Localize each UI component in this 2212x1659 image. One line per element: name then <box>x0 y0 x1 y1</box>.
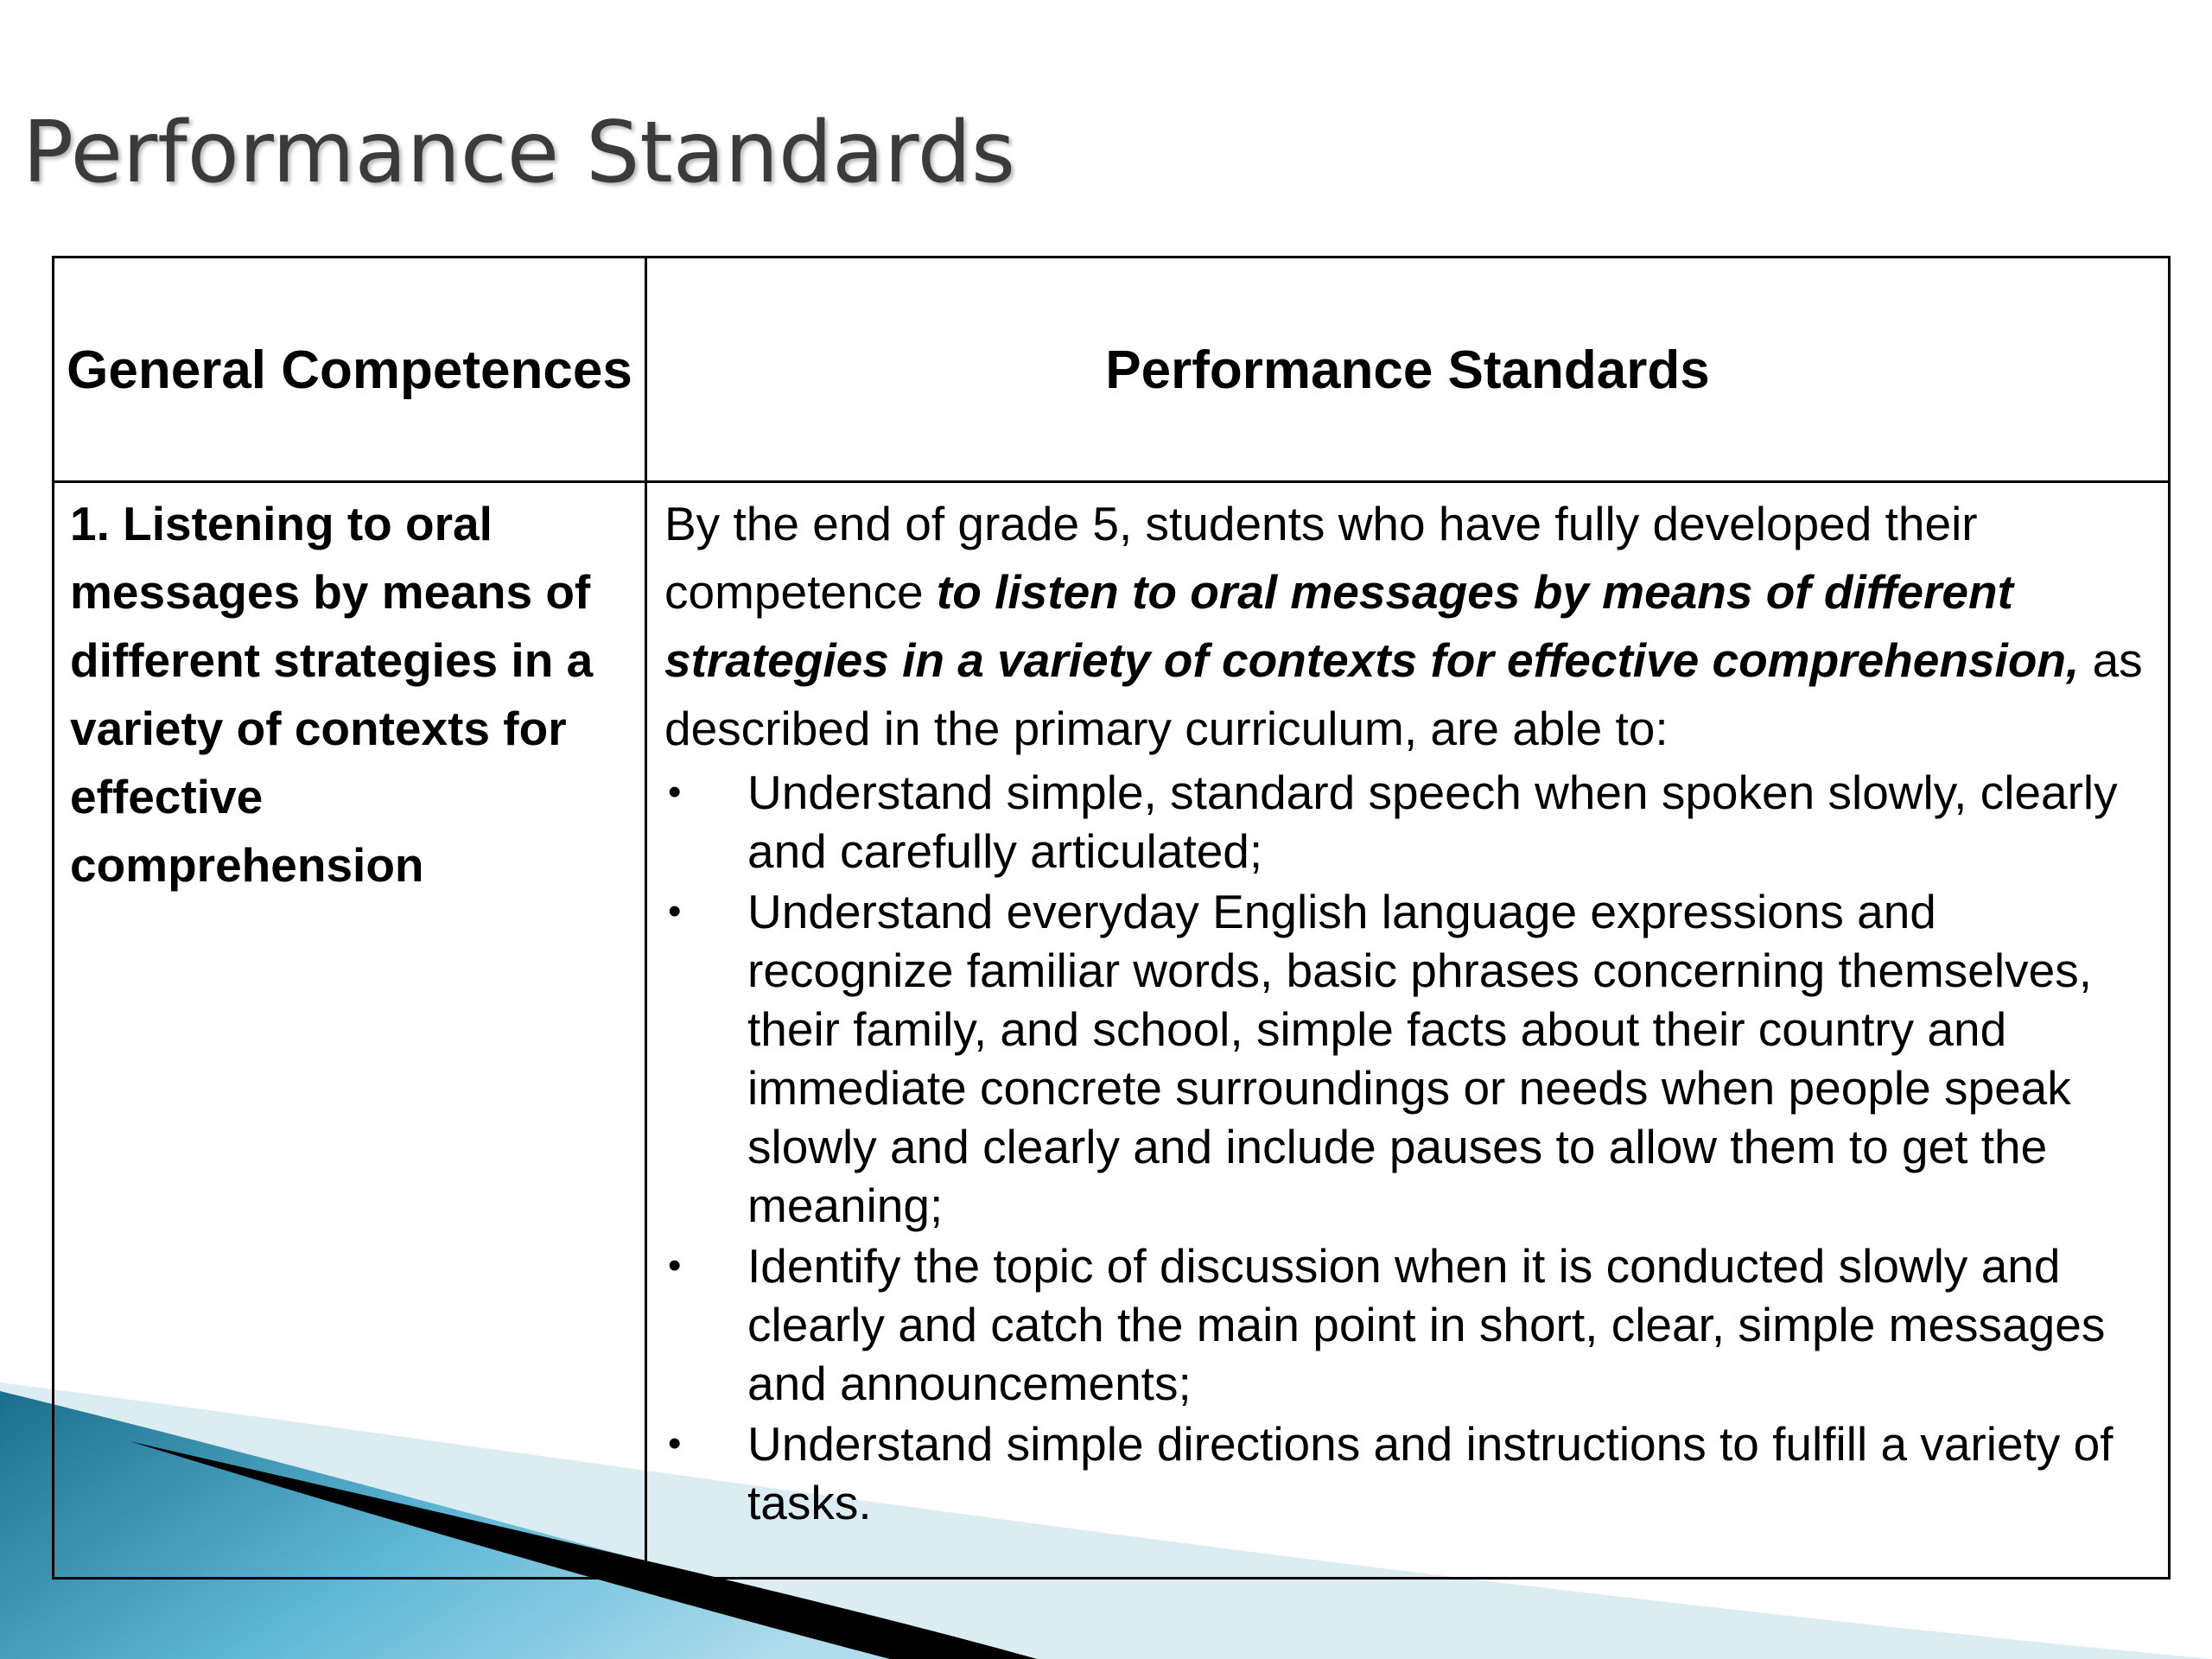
header-general-competences: General Competences <box>54 257 646 482</box>
list-item-text: Identify the topic of discussion when it is conducted slowly and clearly and catch the main point in short, clear, simple messages and announcements; <box>747 1239 2106 1410</box>
standards-list <box>664 763 2151 1532</box>
performance-standards-table <box>52 256 2171 1580</box>
list-item <box>664 1414 2151 1532</box>
table-header-row <box>54 257 2170 482</box>
list-item-text: Understand simple, standard speech when spoken slowly, clearly and carefully articulated; <box>747 766 2118 878</box>
intro-paragraph <box>664 490 2151 763</box>
bullet-icon: • <box>668 890 682 932</box>
list-item-text: Understand everyday English language expressions and recognize familiar words, basic phrases concerning themselves, their family, and school, simple facts about their country and immediate concrete surroundings or needs when people speak slowly and clearly and include pauses to allow them to get the meaning; <box>747 885 2092 1232</box>
bullet-icon: • <box>668 1422 682 1465</box>
header-performance-standards: Performance Standards <box>646 257 2170 482</box>
bullet-icon: • <box>668 771 682 813</box>
page-title: Performance Standards <box>22 104 1016 202</box>
intro-text-start: By the end of grade 5, students who have fully developed their competence <box>664 497 1978 619</box>
list-item <box>664 763 2151 880</box>
table-row <box>54 482 2170 1579</box>
standards-cell <box>646 482 2170 1579</box>
list-item <box>664 1236 2151 1413</box>
intro-text-end: as described in the primary curriculum, are able to: <box>664 633 2143 755</box>
bullet-icon: • <box>668 1244 682 1287</box>
list-item <box>664 882 2151 1235</box>
list-item-text: Understand simple directions and instructions to fulfill a variety of tasks. <box>747 1417 2113 1529</box>
competence-cell: 1. Listening to oral messages by means of different strategies in a variety of contexts for effective comprehension <box>54 482 646 1579</box>
intro-emphasis: to listen to oral messages by means of different strategies in a variety of contexts for effective comprehension, <box>664 565 2080 687</box>
